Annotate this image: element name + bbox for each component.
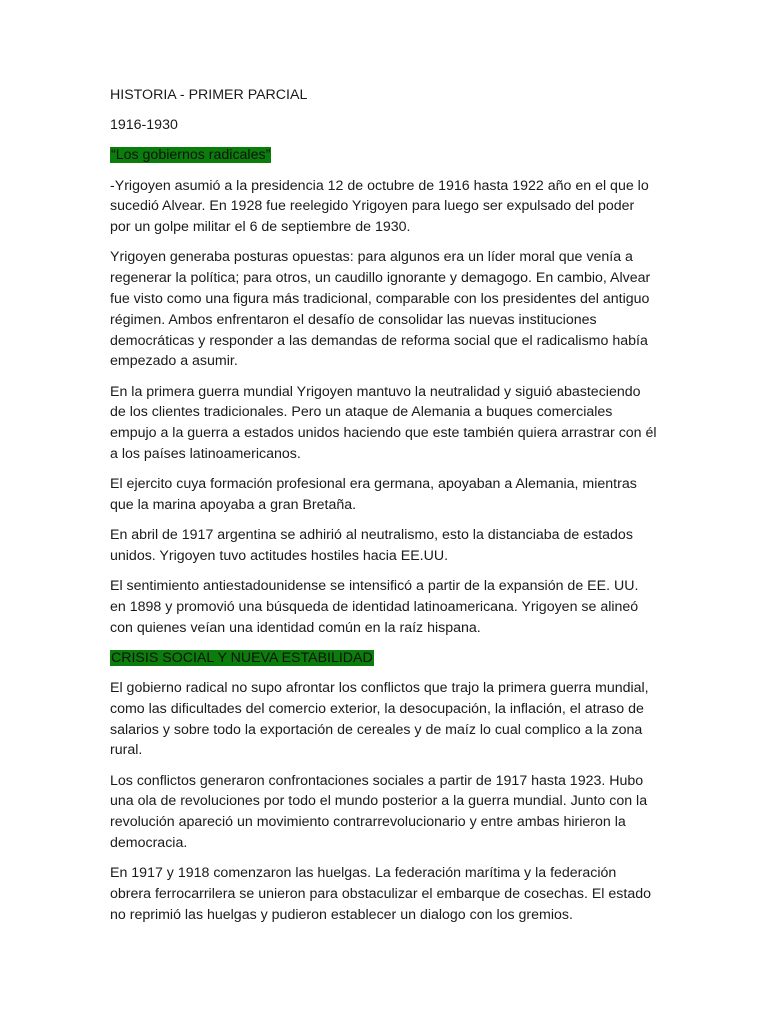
section-heading-crisis-social	[110, 648, 658, 669]
paragraph: El gobierno radical no supo afrontar los conflictos que trajo la primera guerra mundial, como las dificultades del comercio exterior, la desocupación, la inflación, el atraso de salarios y sobre todo la exportación de cereales y de maíz lo cual complico a la zona rural.	[110, 680, 649, 759]
paragraph: Yrigoyen generaba posturas opuestas: para algunos era un líder moral que venía a regenerar la política; para otros, un caudillo ignorante y demagogo. En cambio, Alvear fue visto como una figura más tradicional, comparable con los presidentes del antiguo régimen. Ambos enfrentaron el desafío de consolidar las nuevas instituciones democráticas y responder a las demandas de reforma social que el radicalismo había empezado a asumir.	[110, 249, 651, 370]
paragraph: El sentimiento antiestadounidense se intensificó a partir de la expansión de EE. UU. en 1898 y promovió una búsqueda de identidad latinoamericana. Yrigoyen se alineó con quienes veían una identidad común en la raíz hispana.	[110, 578, 639, 636]
document-title: HISTORIA - PRIMER PARCIAL	[110, 87, 308, 103]
paragraph: El ejercito cuya formación profesional era germana, apoyaban a Alemania, mientras que la marina apoyaba a gran Bretaña.	[110, 476, 637, 513]
document-body	[110, 85, 658, 935]
paragraph: Los conflictos generaron confrontaciones sociales a partir de 1917 hasta 1923. Hubo una ola de revoluciones por todo el mundo posterior a la guerra mundial. Junto con la revolución apareció un movimiento contrarrevolucionario y entre ambas hirieron la democracia.	[110, 772, 648, 851]
paragraph: En 1917 y 1918 comenzaron las huelgas. La federación marítima y la federación obrera ferrocarrilera se unieron para obstaculizar el embarque de cosechas. El estado no reprimió las huelgas y pudieron establecer un dialogo con los gremios.	[110, 865, 651, 923]
paragraph: En abril de 1917 argentina se adhirió al neutralismo, esto la distanciaba de estados unidos. Yrigoyen tuvo actitudes hostiles hacia EE.UU.	[110, 527, 633, 564]
document-period: 1916-1930	[110, 117, 178, 134]
section-heading-gobiernos-radicales	[110, 145, 658, 166]
paragraph: -Yrigoyen asumió a la presidencia 12 de octubre de 1916 hasta 1922 año en el que lo sucedió Alvear. En 1928 fue reelegido Yrigoyen para luego ser expulsado del poder por un golpe militar el 6 de septiembre de 1930.	[110, 177, 649, 236]
paragraph: En la primera guerra mundial Yrigoyen mantuvo la neutralidad y siguió abasteciendo de los clientes tradicionales. Pero un ataque de Alemania a buques comerciales empujo a la guerra a estados unidos haciendo que este también quiera arrastrar con él a los países latinoamericanos.	[110, 383, 657, 462]
highlighted-heading-text: CRISIS SOCIAL Y NUEVA ESTABILIDAD	[111, 649, 373, 666]
highlighted-heading-text: “Los gobiernos radicales”	[111, 147, 271, 164]
